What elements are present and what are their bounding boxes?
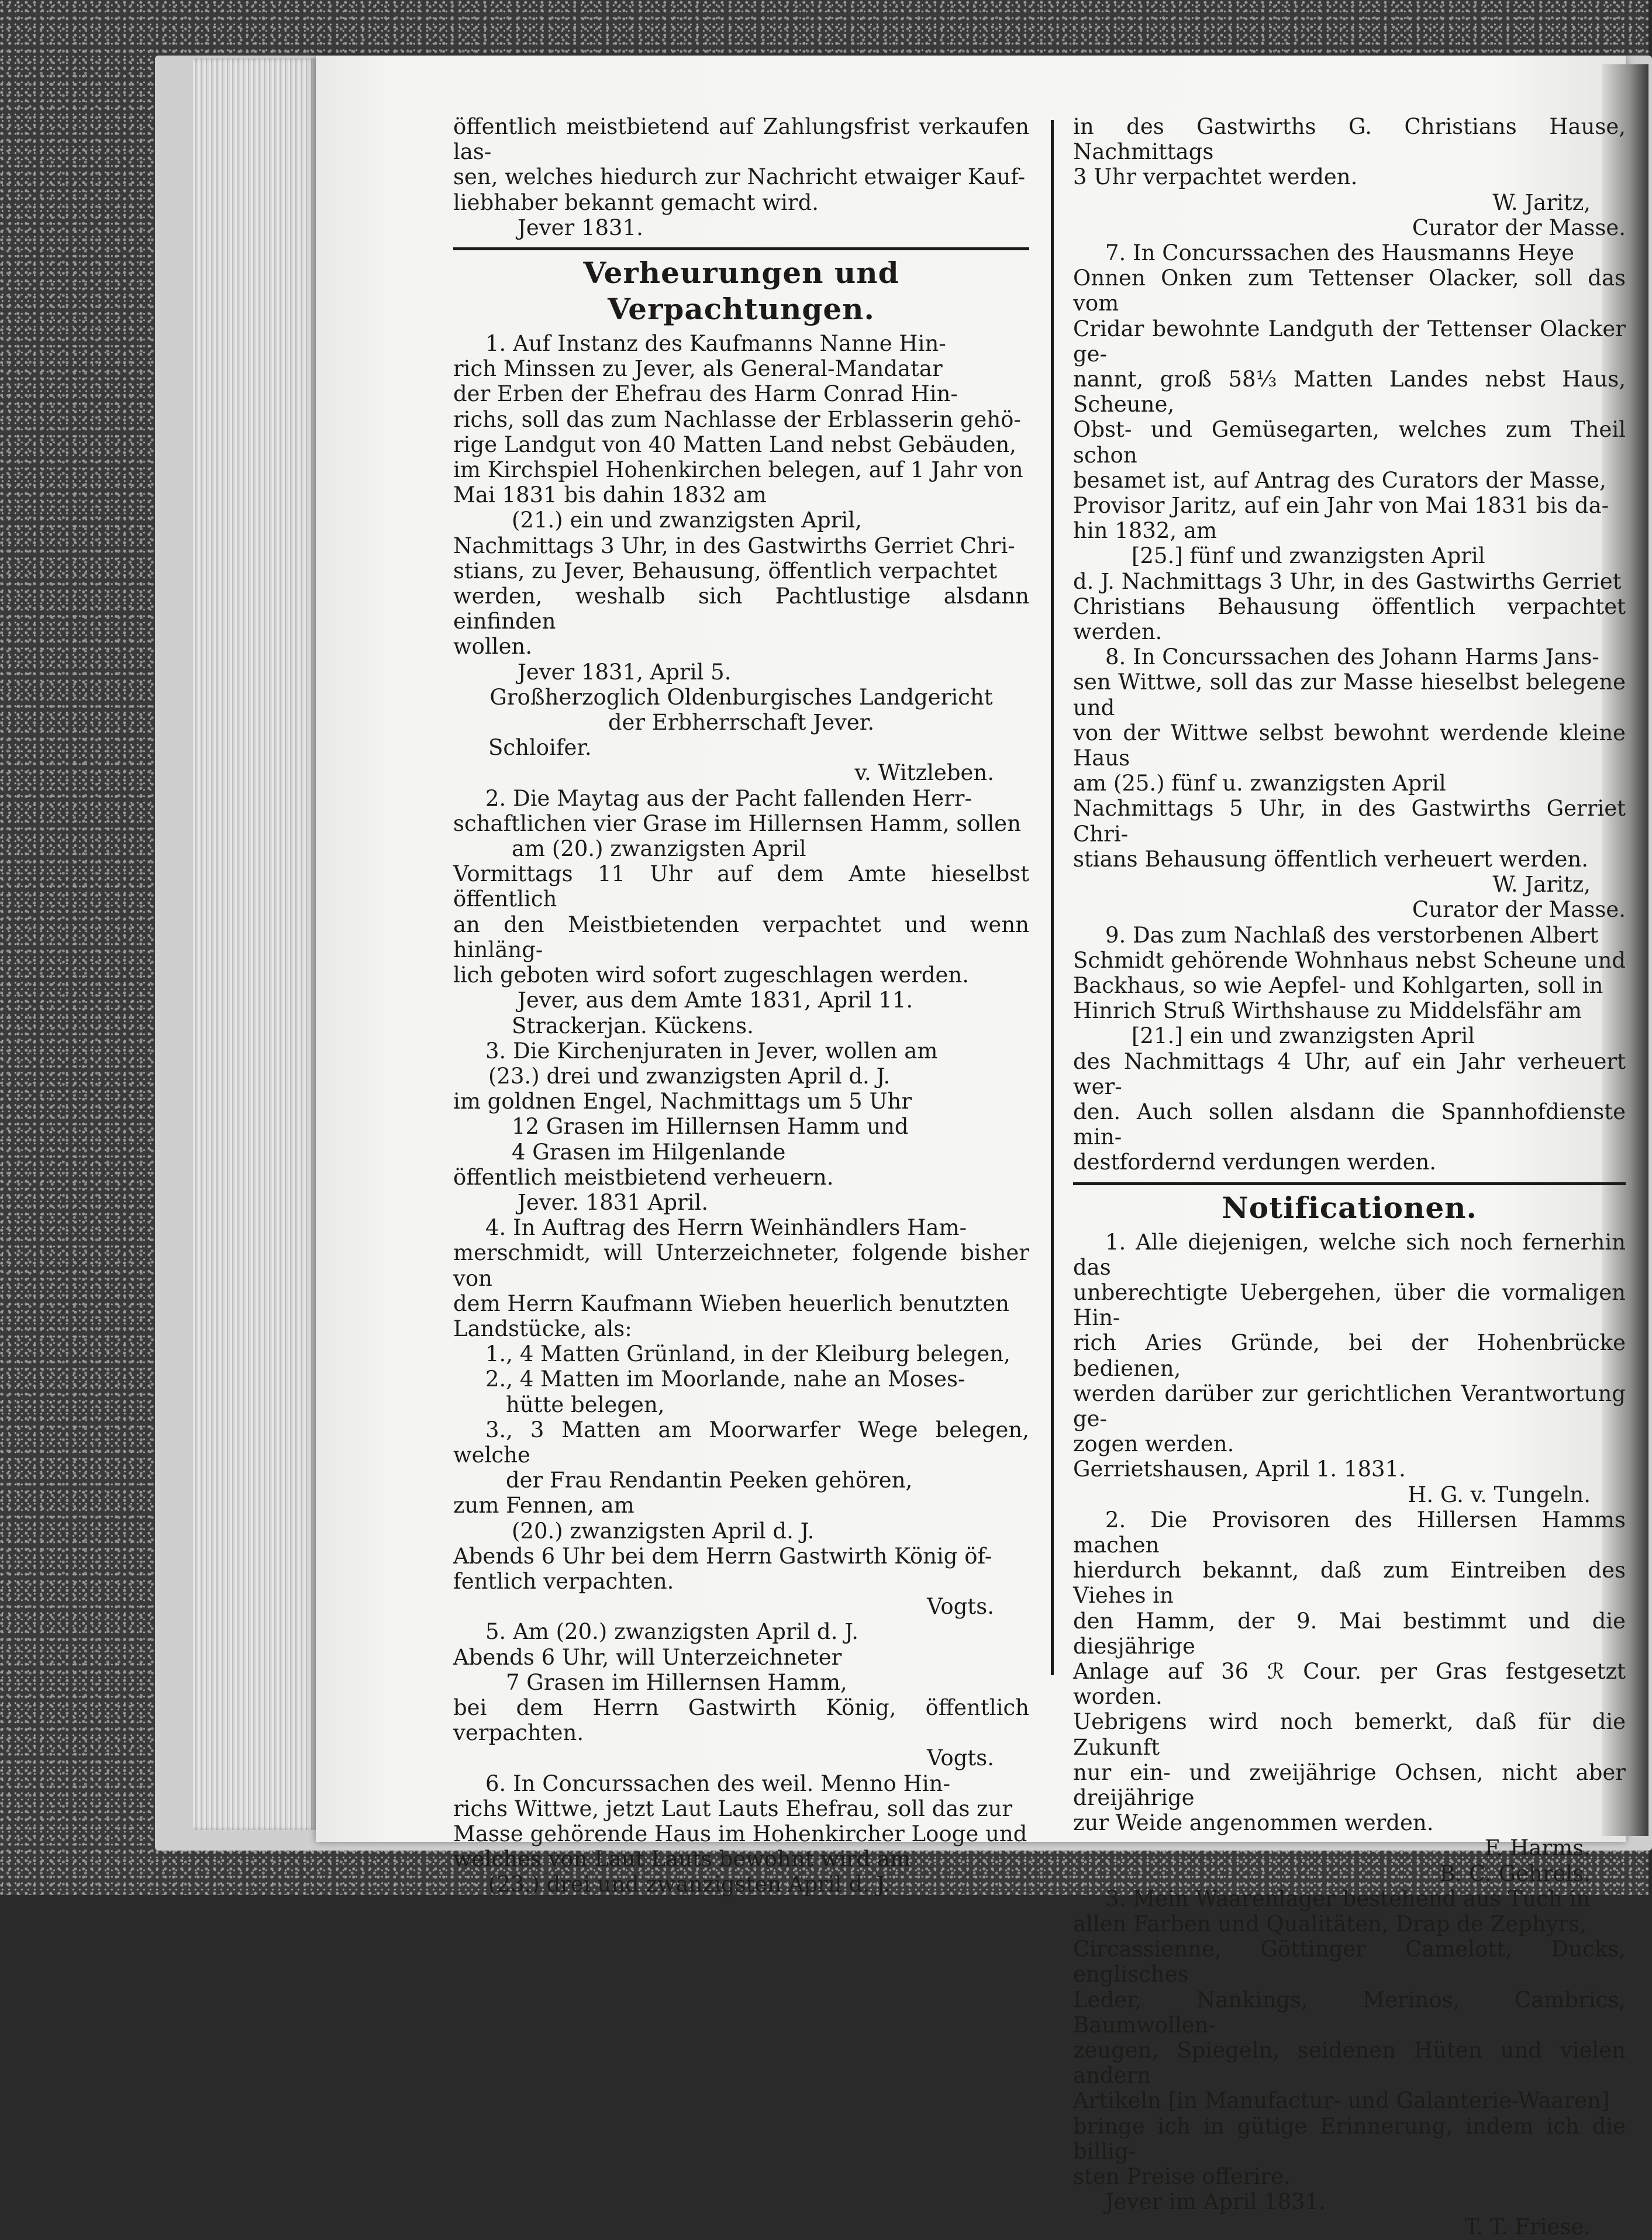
text-line: 1. Alle diejenigen, welche sich noch fernerhin das — [1073, 1229, 1626, 1280]
section-heading-verheurungen: Verheurungen und Verpachtungen. — [583, 256, 899, 327]
text-line: zogen werden. — [1073, 1431, 1234, 1457]
text-line: hierdurch bekannt, daß zum Eintreiben des Viehes in — [1073, 1558, 1626, 1609]
place-date: Jever. 1831 April. — [518, 1189, 709, 1215]
text-line: in des Gastwirths G. Christians Hause, Nachmittags — [1073, 114, 1626, 165]
column-divider — [1051, 120, 1054, 1675]
text-line: liebhaber bekannt gemacht wird. — [453, 189, 819, 215]
text-line: Uebrigens wird noch bemerkt, daß für die Zukunft — [1073, 1709, 1626, 1760]
text-line: zur Weide angenommen werden. — [1073, 1810, 1434, 1836]
signature: Schloifer. — [488, 735, 592, 761]
text-line: richs, soll das zum Nachlasse der Erblasserin gehö- — [453, 406, 1021, 432]
list-item: 3., 3 Matten am Moorwarfer Wege belegen, welche — [453, 1417, 1029, 1468]
text-line: der Erben der Ehefrau des Harm Conrad Hin- — [453, 381, 958, 407]
notice-8 — [1073, 644, 1626, 922]
text-line: werden, weshalb sich Pachtlustige alsdann einfinden — [453, 584, 1029, 634]
text-line: Provisor Jaritz, auf ein Jahr von Mai 1831 bis da- — [1073, 493, 1609, 519]
text-line: 2. Die Provisoren des Hillersen Hamms machen — [1073, 1507, 1626, 1558]
text-line: den Hamm, der 9. Mai bestimmt und die diesjährige — [1073, 1608, 1626, 1659]
text-line: 6. In Concurssachen des weil. Menno Hin- — [485, 1770, 950, 1796]
text-line: merschmidt, will Unterzeichneter, folgende bisher von — [453, 1240, 1029, 1291]
text-line: besamet ist, auf Antrag des Curators der Masse, — [1073, 467, 1606, 493]
text-line: 9. Das zum Nachlaß des verstorbenen Albert — [1105, 922, 1599, 948]
text-line: wollen. — [453, 634, 533, 660]
text-line: welches von Laut Lauts bewohnt wird am — [453, 1846, 911, 1872]
text-line: im goldnen Engel, Nachmittags um 5 Uhr — [453, 1089, 912, 1114]
auction-date: (20.) zwanzigsten April d. J. — [512, 1518, 815, 1544]
text-line: Obst- und Gemüsegarten, welches zum Theil schon — [1073, 417, 1626, 468]
text-line: Onnen Onken zum Tettenser Olacker, soll das vom — [1073, 265, 1626, 316]
text-line: Abends 6 Uhr, will Unterzeichneter — [453, 1644, 842, 1670]
text-line: Schmidt gehörende Wohnhaus nebst Scheune und — [1073, 947, 1626, 973]
list-item: 12 Grasen im Hillernsen Hamm und — [512, 1114, 909, 1140]
place-date: Jever im April 1831. — [1105, 2189, 1326, 2215]
text-line: Christians Behausung öffentlich verpachtet werden. — [1073, 593, 1626, 645]
auction-date: [21.] ein und zwanzigsten April — [1132, 1023, 1475, 1049]
text-line: sen Wittwe, soll das zur Masse hieselbst belegene und — [1073, 669, 1626, 720]
signature: T. T. Friese. — [1464, 2214, 1591, 2240]
text-line: Mai 1831 bis dahin 1832 am — [453, 482, 767, 508]
notification-1 — [1073, 1230, 1626, 1507]
text-line: destfordernd verdungen werden. — [1073, 1150, 1437, 1175]
notification-2 — [1073, 1507, 1626, 1886]
text-line: von der Wittwe selbst bewohnt werdende kleine Haus — [1073, 720, 1626, 771]
text-line: stians Behausung öffentlich verheuert werden. — [1073, 846, 1589, 872]
list-item: 2., 4 Matten im Moorlande, nahe an Moses- — [485, 1366, 965, 1392]
text-line: richs Wittwe, jetzt Laut Lauts Ehefrau, soll das zur — [453, 1796, 1013, 1821]
text-line: Nachmittags 3 Uhr, in des Gastwirths Gerriet Chri- — [453, 533, 1015, 558]
section-rule — [1073, 1182, 1626, 1185]
notice-4 — [453, 1215, 1029, 1619]
text-line: zeugen, Spiegeln, seidenen Hüten und vielen andern — [1073, 2038, 1626, 2089]
text-line: Anlage auf 36 ℛ Cour. per Gras festgesetzt worden. — [1073, 1658, 1626, 1710]
text-line: sten Preise offerire. — [1073, 2164, 1291, 2190]
text-line: den. Auch sollen alsdann die Spannhofdienste min- — [1073, 1099, 1626, 1150]
text-line: dem Herrn Kaufmann Wieben heuerlich benutzten — [453, 1290, 1009, 1316]
text-line: im Kirchspiel Hohenkirchen belegen, auf 1 Jahr von — [453, 457, 1023, 483]
list-item: 4 Grasen im Hilgenlande — [512, 1139, 786, 1165]
auction-date: (23.) drei und zwanzigsten April d. J. — [488, 1872, 891, 1897]
signature: H. G. v. Tungeln. — [1408, 1482, 1591, 1507]
auction-date: (21.) ein und zwanzigsten April, — [512, 508, 862, 533]
notice-3 — [453, 1038, 1029, 1215]
text-line: Artikeln [in Manufactur- und Galanterie-Waaren] — [1073, 2088, 1610, 2114]
place-date: Jever 1831, April 5. — [518, 659, 732, 685]
text-line: Backhaus, so wie Aepfel- und Kohlgarten, soll in — [1073, 972, 1603, 998]
signature-title: Curator der Masse. — [1412, 897, 1626, 923]
auction-date: am (20.) zwanzigsten April — [512, 836, 806, 862]
text-line: öffentlich meistbietend verheuern. — [453, 1164, 834, 1190]
text-line: öffentlich meistbietend auf Zahlungsfrist verkaufen las- — [453, 114, 1029, 165]
text-line: stians, zu Jever, Behausung, öffentlich verpachtet — [453, 558, 998, 584]
text-line: Landstücke, als: — [453, 1316, 632, 1341]
text-line: 3. Mein Waarenlager bestehend aus Tuch in — [1105, 1886, 1590, 1911]
text-line: Abends 6 Uhr bei dem Herrn Gastwirth König öf- — [453, 1543, 992, 1569]
left-column — [453, 114, 1029, 1897]
list-item: hütte belegen, — [506, 1392, 665, 1417]
text-line: fentlich verpachten. — [453, 1568, 674, 1594]
place-date: Gerrietshausen, April 1. 1831. — [1073, 1456, 1406, 1482]
text-line: unberechtigte Uebergehen, über die vormaligen Hin- — [1073, 1279, 1626, 1331]
text-line: 2. Die Maytag aus der Pacht fallenden Herr- — [485, 785, 972, 811]
notice-1 — [453, 331, 1029, 786]
text-line: rich Minssen zu Jever, als General-Mandatar — [453, 356, 943, 382]
text-line: nur ein- und zweijährige Ochsen, nicht aber dreijährige — [1073, 1759, 1626, 1810]
text-line: 3. Die Kirchenjuraten in Jever, wollen am — [485, 1038, 938, 1064]
court-name: Großherzoglich Oldenburgisches Landgericht — [489, 684, 993, 710]
text-line: an den Meistbietenden verpachtet und wenn hinläng- — [453, 912, 1029, 962]
text-line: bei dem Herrn Gastwirth König, öffentlich verpachten. — [453, 1694, 1029, 1746]
right-column — [1073, 114, 1626, 2240]
notice-6 — [453, 1771, 1029, 1897]
text-line: 4. In Auftrag des Herrn Weinhändlers Ham- — [485, 1215, 967, 1241]
text-line: allen Farben und Qualitäten, Drap de Zephyrs, — [1073, 1911, 1587, 1937]
text-line: d. J. Nachmittags 3 Uhr, in des Gastwirths Gerriet — [1073, 568, 1622, 594]
text-line: schaftlichen vier Grase im Hillernsen Hamm, sollen — [453, 810, 1021, 836]
text-line: lich geboten wird sofort zugeschlagen werden. — [453, 962, 970, 988]
text-line: am (25.) fünf u. zwanzigsten April — [1073, 771, 1446, 796]
signature: W. Jaritz, — [1492, 189, 1591, 215]
notification-3 — [1073, 1886, 1626, 2240]
text-line: 3 Uhr verpachtet werden. — [1073, 164, 1358, 190]
text-line: Cridar bewohnte Landguth der Tettenser Olacker ge- — [1073, 316, 1626, 367]
notice-7 — [1073, 240, 1626, 644]
text-line: des Nachmittags 4 Uhr, auf ein Jahr verheuert wer- — [1073, 1048, 1626, 1099]
text-line: werden darüber zur gerichtlichen Verantwortung ge- — [1073, 1380, 1626, 1431]
notice-6-continued — [1073, 114, 1626, 240]
page-stack-edge — [193, 58, 316, 1830]
text-line: Leder, Nankings, Merinos, Cambrics, Baumwollen- — [1073, 1987, 1626, 2038]
signature: B. C. Gehrels. — [1439, 1861, 1591, 1886]
auction-date: (23.) drei und zwanzigsten April d. J. — [488, 1063, 891, 1089]
text-line: bringe ich in gütige Erinnerung, indem ich die billig- — [1073, 2113, 1626, 2164]
signature: W. Jaritz, — [1492, 872, 1591, 898]
signature: v. Witzleben. — [854, 760, 994, 786]
signature: Vogts. — [927, 1745, 994, 1771]
text-line: Nachmittags 5 Uhr, in des Gastwirths Gerriet Chri- — [1073, 796, 1626, 847]
text-line: Vormittags 11 Uhr auf dem Amte hieselbst öffentlich — [453, 861, 1029, 912]
list-item: 7 Grasen im Hillernsen Hamm, — [506, 1669, 847, 1695]
section-heading-notificationen: Notificationen. — [1222, 1190, 1477, 1225]
notice-9 — [1073, 923, 1626, 1175]
auction-date: [25.] fünf und zwanzigsten April — [1132, 543, 1485, 569]
text-line: hin 1832, am — [1073, 518, 1218, 544]
text-line: rich Aries Gründe, bei der Hohenbrücke bedienen, — [1073, 1330, 1626, 1381]
text-line: sen, welches hiedurch zur Nachricht etwaiger Kauf- — [453, 164, 1026, 190]
court-name: der Erbherrschaft Jever. — [608, 710, 875, 736]
notice-5 — [453, 1619, 1029, 1770]
text-line: 8. In Concurssachen des Johann Harms Jans- — [1105, 644, 1599, 670]
section-rule — [453, 247, 1029, 250]
list-item: 1., 4 Matten Grünland, in der Kleiburg belegen, — [485, 1341, 1010, 1367]
text-line: Circassienne, Göttinger Camelott, Ducks, englisches — [1073, 1937, 1626, 1987]
notice-2 — [453, 786, 1029, 1038]
list-item: der Frau Rendantin Peeken gehören, — [506, 1468, 913, 1493]
place-date: Jever 1831. — [518, 215, 643, 240]
text-line: 1. Auf Instanz des Kaufmanns Nanne Hin- — [485, 331, 946, 357]
text-line: Hinrich Struß Wirthshause zu Middelsfähr am — [1073, 998, 1582, 1024]
text-line: 5. Am (20.) zwanzigsten April d. J. — [485, 1619, 858, 1645]
signature: Strackerjan. Kückens. — [512, 1013, 754, 1038]
text-line: nannt, groß 58⅓ Matten Landes nebst Haus, Scheune, — [1073, 367, 1626, 417]
text-line: Masse gehörende Haus im Hohenkircher Looge und — [453, 1821, 1027, 1846]
place-date: Jever, aus dem Amte 1831, April 11. — [518, 988, 913, 1013]
signature: Vogts. — [927, 1594, 994, 1620]
text-line: 7. In Concurssachen des Hausmanns Heye — [1105, 240, 1574, 266]
signature: F. Harms. — [1484, 1835, 1591, 1861]
signature-title: Curator der Masse. — [1412, 215, 1626, 240]
text-line: zum Fennen, am — [453, 1493, 634, 1518]
text-line: rige Landgut von 40 Matten Land nebst Gebäuden, — [453, 432, 1017, 457]
